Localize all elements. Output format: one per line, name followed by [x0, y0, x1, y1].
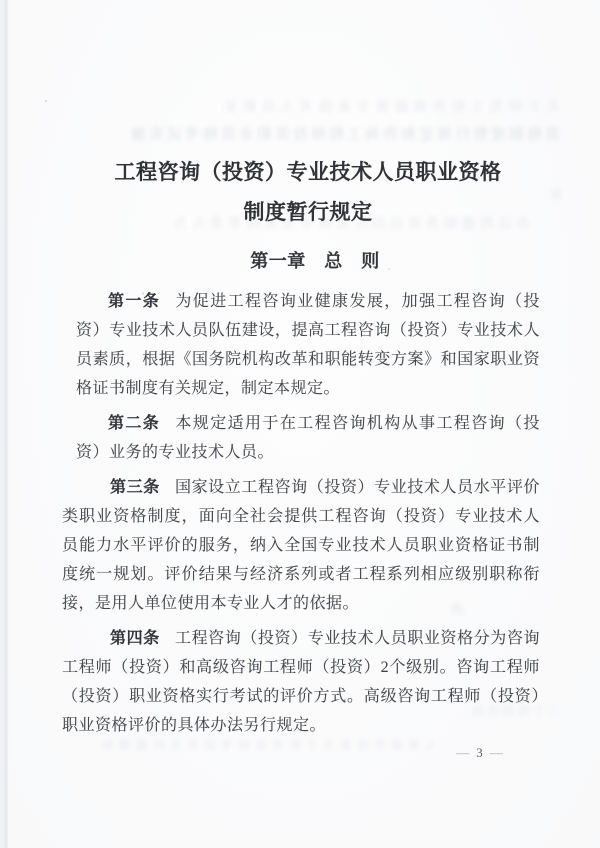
- ghost-text: 资格制度暂行规定和咨询工程师投资职业资格考试实施: [127, 127, 560, 143]
- article-3: [62, 473, 540, 618]
- ghost-text: 人事部发改委关于职业资格考试有关问题通知: [96, 738, 437, 752]
- article-3-text: 国家设立工程咨询（投资）专业技术人员水平评价类职业资格制度，面向全社会提供工程咨询（投资）专业技术人员能力水平评价的服务，纳入全国专业技术人员职业资格证书制度统一规划。评价结果与经济系列或者工程系列相应级别职称衔接，是用人单位使用本专业人才的依据。: [62, 479, 540, 612]
- article-4-text: 工程咨询（投资）专业技术人员职业资格分为咨询工程师（投资）和高级咨询工程师（投资）2个级别。咨询工程师（投资）职业资格实行考试的评价方式。高级咨询工程师（投资）职业资格评价的具体办法另行规定。: [62, 630, 540, 734]
- ghost-text: 发: [549, 186, 563, 201]
- ghost-text: 办法的通知各省自治区直辖市发展改革委人力: [170, 217, 530, 232]
- scan-speck: [45, 100, 47, 102]
- document-title-line2: 制度暂行规定: [243, 200, 373, 224]
- article-1-label: 第一条: [108, 293, 161, 310]
- document-title-line1: 工程咨询（投资）专业技术人员职业资格: [114, 160, 502, 184]
- page-number: [447, 745, 513, 761]
- page-number-dash-right: —: [489, 745, 504, 760]
- article-1-text: 为促进工程咨询业健康发展，加强工程咨询（投资）专业技术人员队伍建设，提高工程咨询（投资）专业技术人员素质，根据《国务院机构改革和职能转变方案》和国家职业资格证书制度有关规定，制定本规定。: [76, 293, 540, 397]
- page-number-dash-left: —: [456, 745, 471, 760]
- article-4: [62, 624, 540, 740]
- scanner-edge-shadow: [0, 0, 9, 848]
- articles-section: [62, 287, 540, 740]
- chapter-heading: 第一章 总 则: [250, 251, 380, 271]
- article-4-label: 第四条: [110, 630, 160, 647]
- ghost-text: 二个级别咨询: [469, 703, 560, 718]
- document-body: [62, 0, 540, 740]
- article-3-label: 第三条: [110, 479, 160, 496]
- article-2-label: 第二条: [108, 415, 161, 432]
- article-2: [62, 409, 540, 467]
- article-1: [62, 287, 540, 403]
- page-number-value: 3: [476, 745, 484, 760]
- ghost-text: 关于印发工程咨询投资专业技术人员职业: [217, 99, 560, 114]
- article-2-text: 本规定适用于在工程咨询机构从事工程咨询（投资）业务的专业技术人员。: [76, 415, 540, 461]
- document-title: [62, 152, 540, 232]
- ghost-text: 改: [449, 602, 463, 617]
